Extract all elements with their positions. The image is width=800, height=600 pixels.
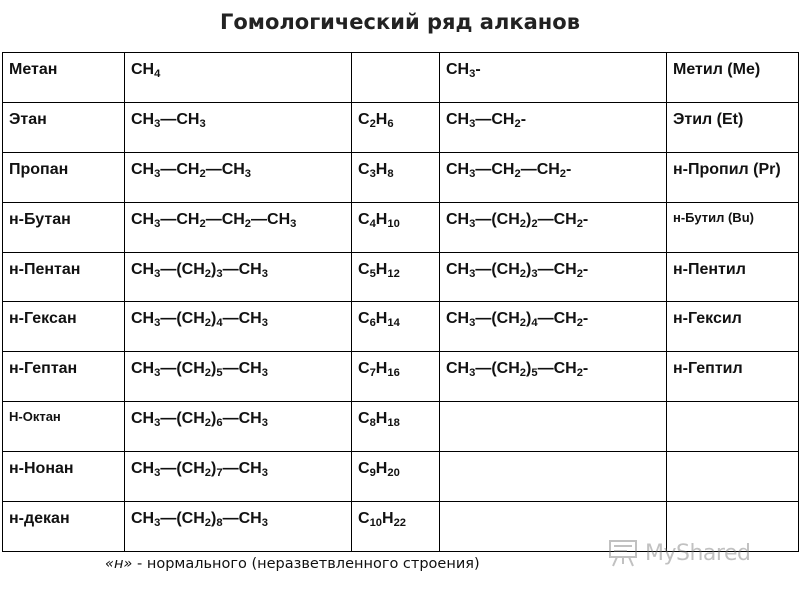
formula-subscript: 3 [154, 217, 161, 230]
watermark [607, 538, 750, 568]
formula-text: —CH [537, 310, 577, 328]
formula-subscript: 2 [204, 466, 212, 479]
radical-cell [440, 202, 667, 252]
formula-subscript: 3 [154, 267, 161, 280]
formula-text: C [358, 160, 370, 178]
formula-subscript: 2 [576, 317, 583, 330]
alkane-name-cell: н-Пентан [3, 252, 125, 302]
formula-text: CH [131, 210, 155, 228]
formula-subscript: 3 [244, 167, 252, 180]
formula-text: ) [211, 510, 217, 528]
formula-text: —CH [475, 160, 515, 178]
formula-text: H [375, 410, 388, 428]
formula-cell [125, 302, 352, 352]
formula-text: —CH [537, 360, 577, 378]
formula-text: CH [446, 360, 470, 378]
formula-subscript: 2 [199, 167, 206, 180]
formula-text: CH [131, 110, 155, 128]
formula-text: —CH [222, 460, 262, 478]
formula-text: - [582, 260, 589, 278]
formula-text: CH [131, 460, 155, 478]
formula-subscript: 3 [154, 417, 161, 430]
alkane-name-cell: н-Гексан [3, 302, 125, 352]
formula-subscript: 9 [369, 466, 376, 479]
formula-text: —CH [537, 260, 577, 278]
molecular-cell [352, 202, 440, 252]
formula-text: C [358, 210, 370, 228]
table-row [3, 102, 799, 152]
formula-text: CH [446, 160, 470, 178]
formula-text: —(CH [160, 310, 205, 328]
formula-text: —(CH [475, 210, 520, 228]
radical-name-cell: Этил (Et) [667, 102, 799, 152]
formula-text: CH [446, 61, 470, 78]
alkane-name-cell: н-Гептан [3, 352, 125, 402]
formula-subscript: 3 [261, 267, 268, 280]
formula-cell [125, 202, 352, 252]
table-row [3, 53, 799, 103]
formula-subscript: 3 [154, 367, 161, 380]
formula-subscript: 3 [290, 217, 297, 230]
formula-text: - [582, 360, 589, 378]
formula-text: —(CH [160, 410, 205, 428]
formula-cell [125, 152, 352, 202]
table-row [3, 302, 799, 352]
radical-cell [440, 252, 667, 302]
formula-text: - [582, 210, 589, 228]
formula-cell [125, 352, 352, 402]
formula-text: —(CH [160, 460, 205, 478]
molecular-cell [352, 502, 440, 552]
formula-subscript: 8 [216, 516, 223, 529]
radical-cell [440, 302, 667, 352]
formula-text: CH [446, 260, 470, 278]
formula-text: —CH [160, 110, 200, 128]
formula-text: C [358, 260, 370, 278]
formula-subscript: 8 [369, 417, 376, 430]
formula-subscript: 5 [216, 367, 223, 380]
formula-subscript: 3 [469, 67, 476, 80]
formula-text: H [375, 360, 388, 378]
formula-subscript: 2 [204, 267, 212, 280]
formula-subscript: 18 [387, 417, 400, 430]
formula-subscript: 2 [531, 217, 538, 230]
formula-text: CH [446, 310, 470, 328]
formula-text: ) [211, 310, 217, 328]
radical-cell [440, 402, 667, 452]
formula-text: ) [526, 310, 532, 328]
formula-cell [125, 53, 352, 103]
formula-text: —CH [222, 510, 262, 528]
formula-text: CH [131, 310, 155, 328]
formula-subscript: 2 [576, 267, 583, 280]
alkane-name-cell: Пропан [3, 152, 125, 202]
formula-text: C [358, 510, 370, 528]
formula-cell [125, 402, 352, 452]
footnote [105, 556, 480, 572]
molecular-cell [352, 302, 440, 352]
formula-subscript: 2 [576, 217, 583, 230]
formula-subscript: 3 [154, 317, 161, 330]
formula-subscript: 3 [154, 117, 161, 130]
table-row [3, 402, 799, 452]
formula-text: CH [131, 160, 155, 178]
formula-text: —CH [537, 210, 577, 228]
alkane-name-cell: н-декан [3, 502, 125, 552]
alkane-name-cell: н-Нонан [3, 452, 125, 502]
formula-subscript: 3 [261, 367, 268, 380]
formula-subscript: 6 [216, 417, 223, 430]
radical-cell [440, 352, 667, 402]
formula-text: —(CH [160, 510, 205, 528]
footnote-marker: «н» [105, 556, 133, 572]
molecular-cell [352, 402, 440, 452]
radical-name-cell: Метил (Me) [667, 53, 799, 103]
formula-subscript: 6 [369, 317, 376, 330]
watermark-text: MyShared [645, 540, 751, 566]
formula-subscript: 10 [369, 516, 383, 529]
formula-text: CH [131, 260, 155, 278]
presentation-board-icon [607, 538, 641, 568]
radical-name-cell: н-Гептил [667, 352, 799, 402]
formula-text: —CH [222, 310, 262, 328]
formula-text: C [358, 410, 370, 428]
alkane-name-cell: Метан [3, 53, 125, 103]
formula-text: —CH [222, 360, 262, 378]
table-row [3, 352, 799, 402]
alkane-name-cell: Этан [3, 102, 125, 152]
formula-text: —CH [222, 410, 262, 428]
formula-text: CH [446, 110, 470, 128]
formula-text: C [358, 110, 370, 128]
formula-subscript: 3 [469, 267, 476, 280]
formula-text: —(CH [160, 260, 205, 278]
radical-name-cell: н-Пентил [667, 252, 799, 302]
formula-text: H [375, 160, 388, 178]
formula-subscript: 20 [387, 466, 400, 479]
formula-text: H [375, 210, 388, 228]
alkane-table [2, 52, 799, 552]
formula-text: CH [131, 410, 155, 428]
formula-cell [125, 102, 352, 152]
formula-subscript: 8 [387, 167, 394, 180]
formula-subscript: 14 [387, 317, 400, 330]
formula-subscript: 3 [469, 367, 476, 380]
formula-subscript: 4 [369, 217, 376, 230]
formula-subscript: 7 [369, 367, 376, 380]
formula-subscript: 16 [387, 367, 400, 380]
formula-subscript: 2 [199, 217, 206, 230]
radical-cell [440, 102, 667, 152]
formula-text: —CH [205, 160, 245, 178]
formula-subscript: 2 [576, 367, 583, 380]
radical-cell [440, 53, 667, 103]
formula-subscript: 4 [531, 317, 538, 330]
formula-subscript: 2 [519, 217, 527, 230]
molecular-cell [352, 102, 440, 152]
page-title: Гомологический ряд алканов [220, 10, 580, 34]
formula-text: ) [211, 460, 217, 478]
formula-subscript: 7 [216, 466, 223, 479]
formula-text: CH [131, 510, 155, 528]
formula-subscript: 22 [393, 516, 407, 529]
table-row [3, 452, 799, 502]
formula-subscript: 3 [469, 117, 476, 130]
formula-text: —(CH [475, 360, 520, 378]
formula-text: —CH [160, 210, 200, 228]
formula-text: - [566, 160, 572, 178]
alkane-name-cell: Н-Октан [3, 402, 125, 452]
formula-subscript: 3 [261, 417, 268, 430]
formula-subscript: 3 [154, 516, 161, 529]
formula-cell [125, 502, 352, 552]
formula-text: ) [526, 360, 532, 378]
molecular-cell [352, 252, 440, 302]
formula-text: CH [446, 210, 470, 228]
formula-text: C [358, 460, 370, 478]
radical-cell [440, 452, 667, 502]
table-row [3, 252, 799, 302]
formula-text: ) [211, 360, 217, 378]
formula-subscript: 3 [261, 466, 268, 479]
formula-subscript: 3 [261, 516, 268, 529]
formula-subscript: 6 [387, 117, 394, 130]
formula-text: —CH [475, 110, 515, 128]
formula-cell [125, 452, 352, 502]
formula-text: —(CH [475, 310, 520, 328]
molecular-cell [352, 452, 440, 502]
formula-subscript: 3 [216, 267, 223, 280]
formula-subscript: 2 [514, 167, 521, 180]
formula-text: - [520, 110, 527, 128]
formula-subscript: 2 [369, 117, 376, 130]
formula-subscript: 3 [154, 167, 161, 180]
alkane-name-cell: н-Бутан [3, 202, 125, 252]
formula-subscript: 3 [154, 466, 161, 479]
formula-text: H [375, 110, 388, 128]
formula-subscript: 2 [519, 267, 527, 280]
formula-text: —(CH [160, 360, 205, 378]
molecular-cell [352, 352, 440, 402]
molecular-cell [352, 152, 440, 202]
formula-text: CH [131, 61, 155, 78]
radical-name-cell: н-Пропил (Pr) [667, 152, 799, 202]
formula-text: CH [131, 360, 155, 378]
formula-text: H [375, 260, 388, 278]
formula-subscript: 2 [514, 117, 521, 130]
formula-subscript: 3 [261, 317, 268, 330]
formula-subscript: 2 [244, 217, 252, 230]
table-row [3, 152, 799, 202]
formula-text: H [375, 460, 388, 478]
formula-subscript: 4 [154, 67, 161, 80]
formula-text: ) [211, 410, 217, 428]
formula-text: —CH [520, 160, 560, 178]
radical-name-cell [667, 452, 799, 502]
formula-subscript: 5 [369, 267, 376, 280]
formula-subscript: 3 [469, 317, 476, 330]
formula-subscript: 5 [531, 367, 538, 380]
formula-text: ) [526, 210, 532, 228]
formula-subscript: 2 [204, 516, 212, 529]
table-row [3, 202, 799, 252]
radical-name-cell: н-Бутил (Bu) [667, 202, 799, 252]
formula-subscript: 3 [199, 117, 206, 130]
formula-cell [125, 252, 352, 302]
formula-text: —CH [251, 210, 291, 228]
formula-subscript: 2 [204, 417, 212, 430]
formula-subscript: 3 [531, 267, 538, 280]
formula-subscript: 12 [387, 267, 400, 280]
formula-text: ) [526, 260, 532, 278]
formula-subscript: 4 [216, 317, 223, 330]
formula-text: H [382, 510, 394, 528]
formula-text: - [582, 310, 589, 328]
formula-subscript: 10 [387, 217, 400, 230]
formula-text: ) [211, 260, 217, 278]
formula-text: —(CH [475, 260, 520, 278]
formula-text: - [475, 61, 481, 78]
molecular-cell [352, 53, 440, 103]
formula-text: H [375, 310, 388, 328]
formula-subscript: 2 [519, 317, 527, 330]
formula-subscript: 2 [559, 167, 567, 180]
formula-subscript: 2 [204, 367, 212, 380]
formula-subscript: 2 [204, 317, 212, 330]
formula-text: —CH [160, 160, 200, 178]
formula-subscript: 3 [469, 217, 476, 230]
formula-text: C [358, 360, 370, 378]
formula-text: —CH [222, 260, 262, 278]
footnote-text: - нормального (неразветвленного строения) [132, 556, 480, 572]
formula-text: C [358, 310, 370, 328]
formula-subscript: 2 [519, 367, 527, 380]
formula-subscript: 3 [469, 167, 476, 180]
formula-text: —CH [205, 210, 245, 228]
radical-cell [440, 152, 667, 202]
radical-name-cell: н-Гексил [667, 302, 799, 352]
radical-name-cell [667, 402, 799, 452]
formula-subscript: 3 [369, 167, 376, 180]
